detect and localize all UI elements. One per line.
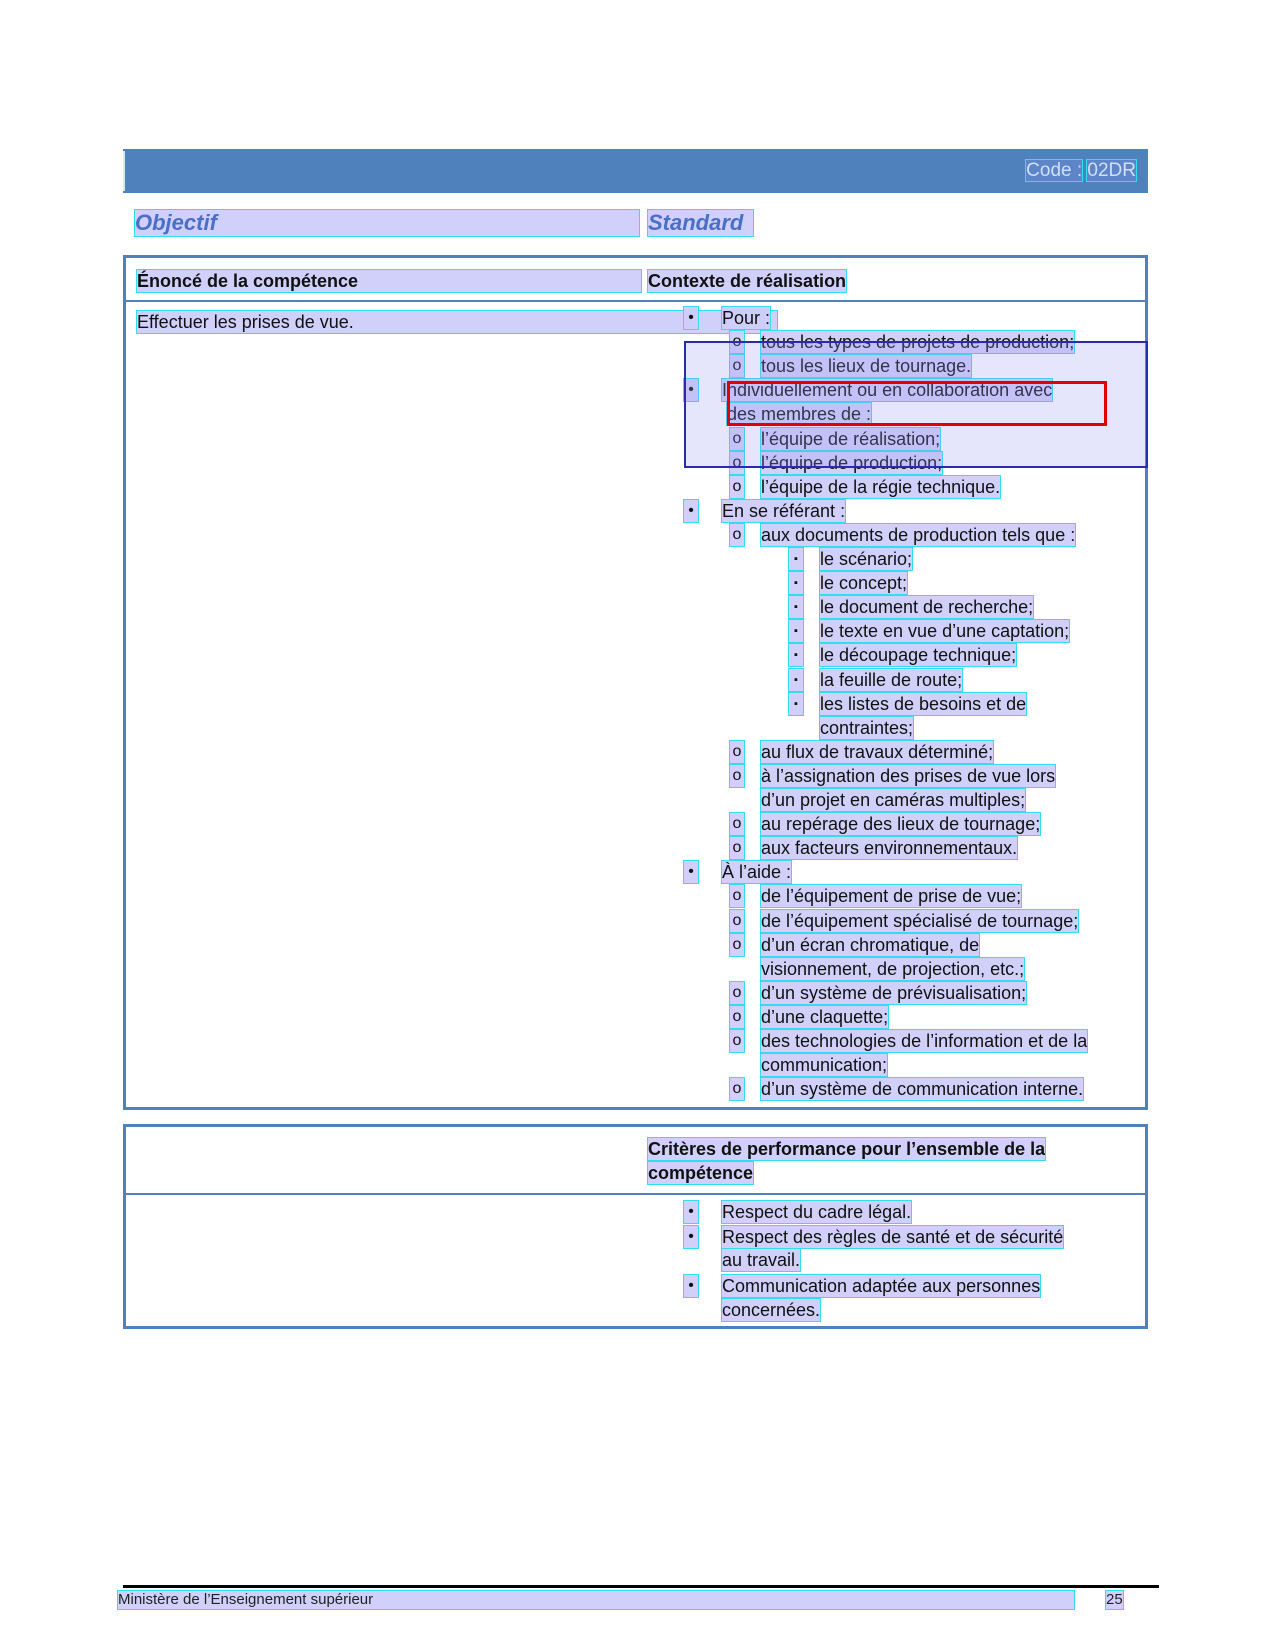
bullet-marker-icon: ▪ bbox=[789, 620, 803, 642]
highlight-box bbox=[727, 381, 1107, 426]
bullet-marker-icon: ▪ bbox=[789, 572, 803, 594]
context-item: d’un système de prévisualisation; bbox=[761, 983, 1027, 1003]
context-item: au flux de travaux déterminé; bbox=[761, 742, 994, 762]
bullet-marker-icon: • bbox=[684, 1226, 698, 1248]
context-item: En se référant : bbox=[722, 501, 846, 521]
context-item: le découpage technique; bbox=[820, 645, 1017, 665]
bullet-marker-icon: o bbox=[730, 355, 744, 377]
bullet-marker-icon: o bbox=[730, 1006, 744, 1028]
criteria-header-line2: compétence bbox=[648, 1163, 754, 1183]
bullet-marker-icon: ▪ bbox=[789, 596, 803, 618]
program-code bbox=[1024, 160, 1138, 182]
context-item: d’un système de communication interne. bbox=[761, 1079, 1084, 1099]
context-item: tous les lieux de tournage. bbox=[761, 356, 972, 376]
bullet-marker-icon: o bbox=[730, 524, 744, 546]
bullet-marker-icon: • bbox=[684, 1201, 698, 1223]
objective-title: Objectif bbox=[135, 210, 639, 236]
context-item: tous les types de projets de production; bbox=[761, 332, 1075, 352]
bullet-marker-icon: o bbox=[730, 1030, 744, 1052]
context-item: au repérage des lieux de tournage; bbox=[761, 814, 1041, 834]
context-item: communication; bbox=[761, 1055, 888, 1075]
bullet-marker-icon: o bbox=[730, 452, 744, 474]
header-band bbox=[123, 149, 1148, 193]
bullet-marker-icon: o bbox=[730, 331, 744, 353]
bullet-marker-icon: ▪ bbox=[789, 644, 803, 666]
criteria-item: Respect du cadre légal. bbox=[722, 1202, 912, 1222]
bullet-marker-icon: o bbox=[730, 837, 744, 859]
context-item: le texte en vue d’une captation; bbox=[820, 621, 1070, 641]
context-item: de l’équipement de prise de vue; bbox=[761, 886, 1022, 906]
bullet-marker-icon: o bbox=[730, 741, 744, 763]
criteria-item: au travail. bbox=[722, 1250, 801, 1270]
context-item: les listes de besoins et de bbox=[820, 694, 1027, 714]
context-item: l’équipe de la régie technique. bbox=[761, 477, 1001, 497]
context-item: de l’équipement spécialisé de tournage; bbox=[761, 911, 1079, 931]
context-item: d’une claquette; bbox=[761, 1007, 889, 1027]
context-item: l’équipe de réalisation; bbox=[761, 429, 941, 449]
code-label: Code : bbox=[1026, 160, 1083, 181]
context-item: le document de recherche; bbox=[820, 597, 1034, 617]
context-item: Individuellement ou en collaboration avec bbox=[722, 380, 1053, 400]
context-item: À l’aide : bbox=[722, 862, 792, 882]
bullet-marker-icon: • bbox=[684, 500, 698, 522]
footer-rule bbox=[123, 1585, 1159, 1588]
context-item: aux documents de production tels que : bbox=[761, 525, 1076, 545]
criteria-item: Communication adaptée aux personnes bbox=[722, 1276, 1041, 1296]
criteria-header-line1: Critères de performance pour l’ensemble de la bbox=[648, 1139, 1046, 1159]
context-item: contraintes; bbox=[820, 718, 914, 738]
bullet-marker-icon: o bbox=[730, 765, 744, 787]
context-item: d’un projet en caméras multiples; bbox=[761, 790, 1026, 810]
bullet-marker-icon: ▪ bbox=[789, 693, 803, 715]
context-item: des membres de : bbox=[727, 404, 872, 424]
bullet-marker-icon: o bbox=[730, 476, 744, 498]
footer-ministry: Ministère de l’Enseignement supérieur bbox=[118, 1591, 1074, 1609]
bullet-marker-icon: o bbox=[730, 885, 744, 907]
context-item: Pour : bbox=[722, 308, 771, 328]
criteria-item: concernées. bbox=[722, 1300, 821, 1320]
competence-table-divider bbox=[126, 300, 1145, 302]
bullet-marker-icon: • bbox=[684, 1275, 698, 1297]
standard-title: Standard bbox=[648, 210, 753, 236]
context-item: le concept; bbox=[820, 573, 908, 593]
context-item: le scénario; bbox=[820, 549, 913, 569]
bullet-marker-icon: o bbox=[730, 934, 744, 956]
criteria-item: Respect des règles de santé et de sécurité bbox=[722, 1227, 1064, 1247]
bullet-marker-icon: o bbox=[730, 1078, 744, 1100]
context-item: à l’assignation des prises de vue lors bbox=[761, 766, 1056, 786]
statement-header: Énoncé de la compétence bbox=[137, 270, 641, 292]
context-item: visionnement, de projection, etc.; bbox=[761, 959, 1025, 979]
code-value: 02DR bbox=[1087, 160, 1136, 181]
bullet-marker-icon: o bbox=[730, 428, 744, 450]
context-item: des technologies de l’information et de la bbox=[761, 1031, 1088, 1051]
competence-statement: Effectuer les prises de vue. bbox=[137, 311, 777, 333]
bullet-marker-icon: ▪ bbox=[789, 548, 803, 570]
bullet-marker-icon: o bbox=[730, 910, 744, 932]
page-number: 25 bbox=[1106, 1591, 1123, 1608]
criteria-table-divider bbox=[126, 1193, 1145, 1195]
context-item: d’un écran chromatique, de bbox=[761, 935, 980, 955]
bullet-marker-icon: • bbox=[684, 861, 698, 883]
bullet-marker-icon: ▪ bbox=[789, 669, 803, 691]
bullet-marker-icon: o bbox=[730, 982, 744, 1004]
context-item: l’équipe de production; bbox=[761, 453, 943, 473]
bullet-marker-icon: o bbox=[730, 813, 744, 835]
bullet-marker-icon: • bbox=[684, 379, 698, 401]
context-header: Contexte de réalisation bbox=[648, 271, 847, 291]
bullet-marker-icon: • bbox=[684, 307, 698, 329]
context-item: la feuille de route; bbox=[820, 670, 963, 690]
context-item: aux facteurs environnementaux. bbox=[761, 838, 1018, 858]
